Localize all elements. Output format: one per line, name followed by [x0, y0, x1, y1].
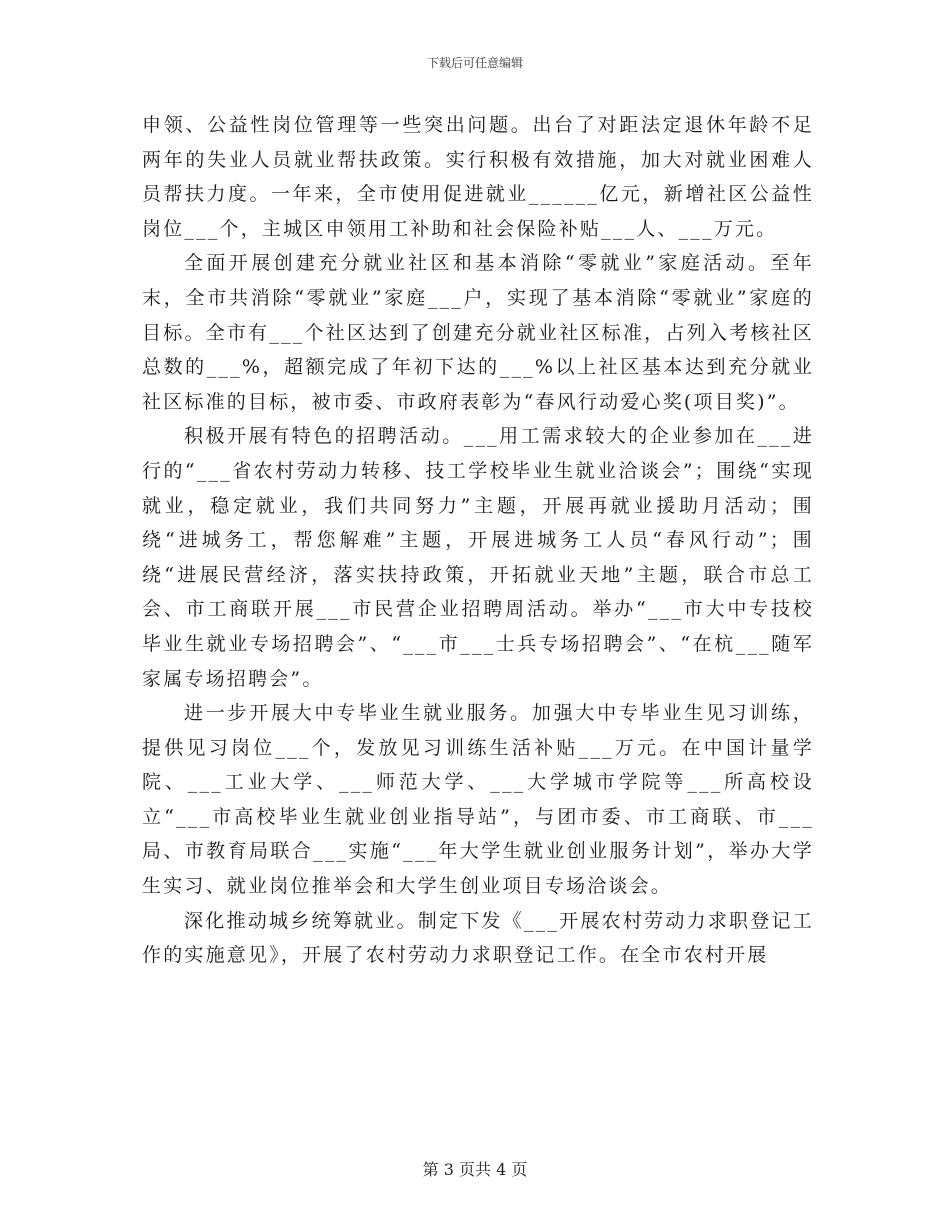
paragraph-continuation: 申领、公益性岗位管理等一些突出问题。出台了对距法定退休年龄不足两年的失业人员就业帮扶政策。实行积极有效措施，加大对就业困难人员帮扶力度。一年来，全市使用促进就业______亿元，新增社区公益性岗位___个，主城区申领用工补助和社会保险补贴___人、___万元。: [142, 114, 814, 240]
paragraph-urban-rural: 深化推动城乡统筹就业。制定下发《___开展农村劳动力求职登记工作的实施意见》，开展了农村劳动力求职登记工作。在全市农村开展: [142, 909, 814, 967]
page-header: 下载后可任意编辑: [426, 56, 523, 70]
page-number: 第 3 页共 4 页: [422, 1160, 528, 1179]
paragraph-recruitment: 积极开展有特色的招聘活动。___用工需求较大的企业参加在___进行的“___省农村劳动力转移、技工学校毕业生就业洽谈会”；围绕“实现就业，稳定就业，我们共同努力”主题，开展再就业援助月活动；围绕“进城务工，帮您解难”主题，开展进城务工人员“春风行动”；围绕“进展民营经济，落实扶持政策，开拓就业天地”主题，联合市总工会、市工商联开展___市民营企业招聘周活动。举办“___市大中专技校毕业生就业专场招聘会”、“___市___士兵专场招聘会”、“在杭___随军家属专场招聘会”。: [142, 425, 814, 690]
document-body: [142, 108, 814, 973]
paragraph-graduate-services: 进一步开展大中专毕业生就业服务。加强大中专毕业生见习训练，提供见习岗位___个，发放见习训练生活补贴___万元。在中国计量学院、___工业大学、___师范大学、___大学城市学院等___所高校设立“___市高校毕业生就业创业指导站”，与团市委、市工商联、市___局、市教育局联合___实施“___年大学生就业创业服务计划”，举办大学生实习、就业岗位推举会和大学生创业项目专场洽谈会。: [142, 702, 814, 898]
paragraph-zero-employment: 全面开展创建充分就业社区和基本消除“零就业”家庭活动。至年末，全市共消除“零就业”家庭___户，实现了基本消除“零就业”家庭的目标。全市有___个社区达到了创建充分就业社区标准，占列入考核社区总数的___%，超额完成了年初下达的___%以上社区基本达到充分就业社区标准的目标，被市委、市政府表彰为“春风行动爱心奖(项目奖)”。: [142, 252, 814, 413]
